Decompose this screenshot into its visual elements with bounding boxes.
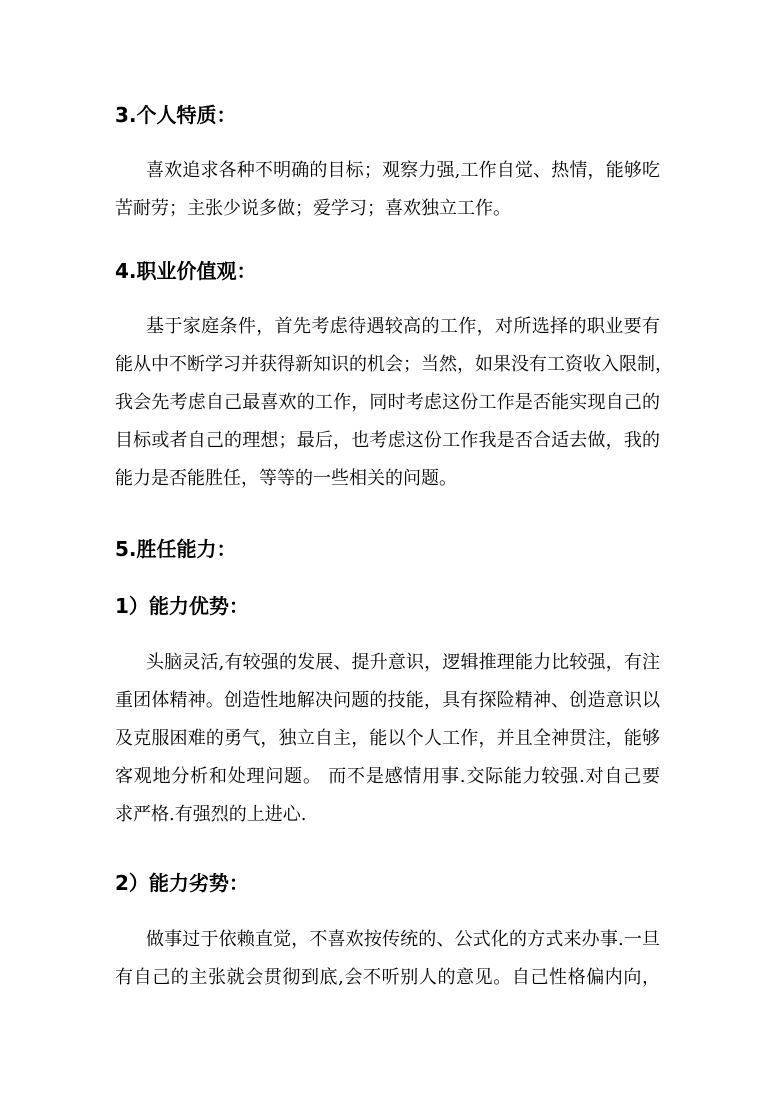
paragraph-weaknesses [115,921,660,997]
heading-strengths: 1）能力优势： [115,594,249,618]
text-line: 头脑灵活,有较强的发展、提升意识，逻辑推理能力比较强，有注 [146,652,660,673]
paragraph-personal-traits [115,152,660,228]
text-line: 有自己的主张就会贯彻到底,会不听别人的意见。自己性格偏内向， [115,967,660,988]
text-line: 客观地分析和处理问题。 而不是感情用事.交际能力较强.对自己要 [115,766,660,787]
heading-competency: 5.胜任能力： [115,537,237,561]
text-line: 目标或者自己的理想；最后，也考虑这份工作我是否合适去做，我的 [115,430,660,451]
text-line: 求严格.有强烈的上进心. [115,804,307,825]
text-line: 基于家庭条件，首先考虑待遇较高的工作，对所选择的职业要有 [146,316,660,337]
paragraph-career-values [115,308,673,498]
heading-personal-traits: 3.个人特质： [115,103,237,127]
text-line: 能力是否能胜任，等等的一些相关的问题。 [115,468,457,489]
text-line: 能从中不断学习并获得新知识的机会；当然，如果没有工资收入限制， [115,354,673,375]
paragraph-strengths [115,644,660,834]
text-line: 喜欢追求各种不明确的目标；观察力强,工作自觉、热情，能够吃 [146,160,660,181]
text-line: 苦耐劳；主张少说多做；爱学习；喜欢独立工作。 [115,198,511,219]
text-line: 重团体精神。创造性地解决问题的技能，具有探险精神、创造意识以 [115,690,660,711]
text-line: 做事过于依赖直觉，不喜欢按传统的、公式化的方式来办事.一旦 [146,929,660,950]
text-line: 我会先考虑自己最喜欢的工作，同时考虑这份工作是否能实现自己的 [115,392,660,413]
heading-career-values: 4.职业价值观： [115,259,257,283]
text-line: 及克服困难的勇气，独立自主，能以个人工作，并且全神贯注，能够 [115,728,660,749]
heading-weaknesses: 2）能力劣势： [115,871,249,895]
